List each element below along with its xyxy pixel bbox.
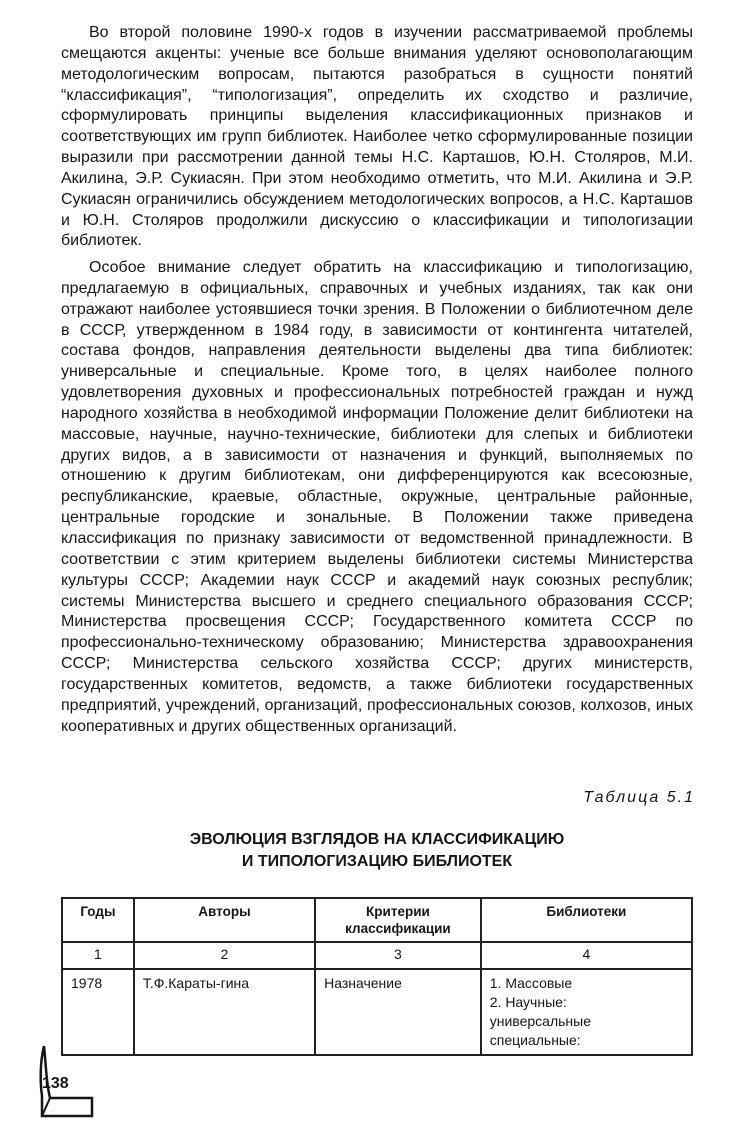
cell-criterion: Назначение	[315, 969, 481, 1055]
library-item: 2. Научные:	[489, 994, 567, 1010]
library-item: универсальные	[489, 1013, 591, 1029]
table-header-row	[62, 898, 692, 942]
table-row	[62, 969, 692, 1055]
paragraph-2	[61, 258, 693, 737]
header-criteria: Критерии классификации	[315, 898, 481, 942]
paragraph-1	[61, 23, 693, 252]
column-number: 3	[315, 942, 481, 969]
paragraph-1-text: Во второй половине 1990-х годов в изучении рассматриваемой проблемы смещаются акценты: ученые все больше внимания уделяют основополагающим методологическим вопросам, пытаются разобраться в сущности понятий “классификация”, “типологизация”, определить их сходство и различие, сформулировать принципы выделения классификационных признаков и соответствующих им групп библиотек. Наиболее четко сформулированные позиции выразили при рассмотрении данной темы Н.С. Карташов, Ю.Н. Столяров, М.И. Акилина, Э.Р. Сукиасян. При этом необходимо отметить, что М.И. Акилина и Э.Р. Сукиасян ограничились обсуждением методологических вопросов, а Н.С. Карташов и Ю.Н. Столяров продолжили дискуссию о классификации и типологизации библиотек.	[61, 24, 693, 250]
table-label: Таблица 5.1	[583, 789, 695, 806]
column-number: 1	[62, 942, 134, 969]
page-number: 138	[42, 1075, 69, 1092]
header-libraries: Библиотеки	[481, 898, 692, 942]
column-number: 2	[134, 942, 315, 969]
library-item: специальные:	[489, 1032, 581, 1048]
cell-libraries	[481, 969, 692, 1055]
table-title-line-1: ЭВОЛЮЦИЯ ВЗГЛЯДОВ НА КЛАССИФИКАЦИЮ	[189, 831, 565, 848]
column-number: 4	[481, 942, 692, 969]
table-title	[61, 829, 693, 873]
paragraph-2-text: Особое внимание следует обратить на классификацию и типологизацию, предлагаемую в официальных, справочных и учебных изданиях, так как они отражают наиболее устоявшиеся точки зрения. В Положении о библиотечном деле в СССР, утвержденном в 1984 году, в зависимости от контингента читателей, состава фондов, направления деятельности выделены два типа библиотек: универсальные и специальные. Кроме того, в целях наиболее полного удовлетворения духовных и профессиональных потребностей граждан и нужд народного хозяйства в необходимой информации Положение делит библиотеки на массовые, научные, научно-технические, библиотеки для слепых и библиотеки других видов, а в зависимости от назначения и функций, выполняемых по отношению к другим библиотекам, они дифференцируются как всесоюзные, республиканские, краевые, областные, окружные, центральные районные, центральные городские и зональные. В Положении также приведена классификация по признаку зависимости от ведомственной принадлежности. В соответствии с этим критерием выделены библиотеки системы Министерства культуры СССР; Академии наук СССР и академий наук союзных республик; системы Министерства высшего и среднего специального образования СССР; Министерства просвещения СССР; Государственного комитета СССР по профессионально-техническому образованию; Министерства здравоохранения СССР; Министерства сельского хозяйства СССР; других министерств, государственных комитетов, ведомств, а также библиотеки государственных предприятий, учреждений, организаций, профессиональных союзов, колхозов, иных кооперативных и других общественных организаций.	[61, 259, 693, 735]
table-title-line-2: И ТИПОЛОГИЗАЦИЮ БИБЛИОТЕК	[241, 853, 513, 870]
libraries-table	[61, 897, 693, 1056]
cell-year: 1978	[62, 969, 134, 1055]
header-authors: Авторы	[134, 898, 315, 942]
cell-author: Т.Ф.Караты-гина	[134, 969, 315, 1055]
table-number-row	[62, 942, 692, 969]
library-item: 1. Массовые	[489, 975, 573, 991]
header-years: Годы	[62, 898, 134, 942]
